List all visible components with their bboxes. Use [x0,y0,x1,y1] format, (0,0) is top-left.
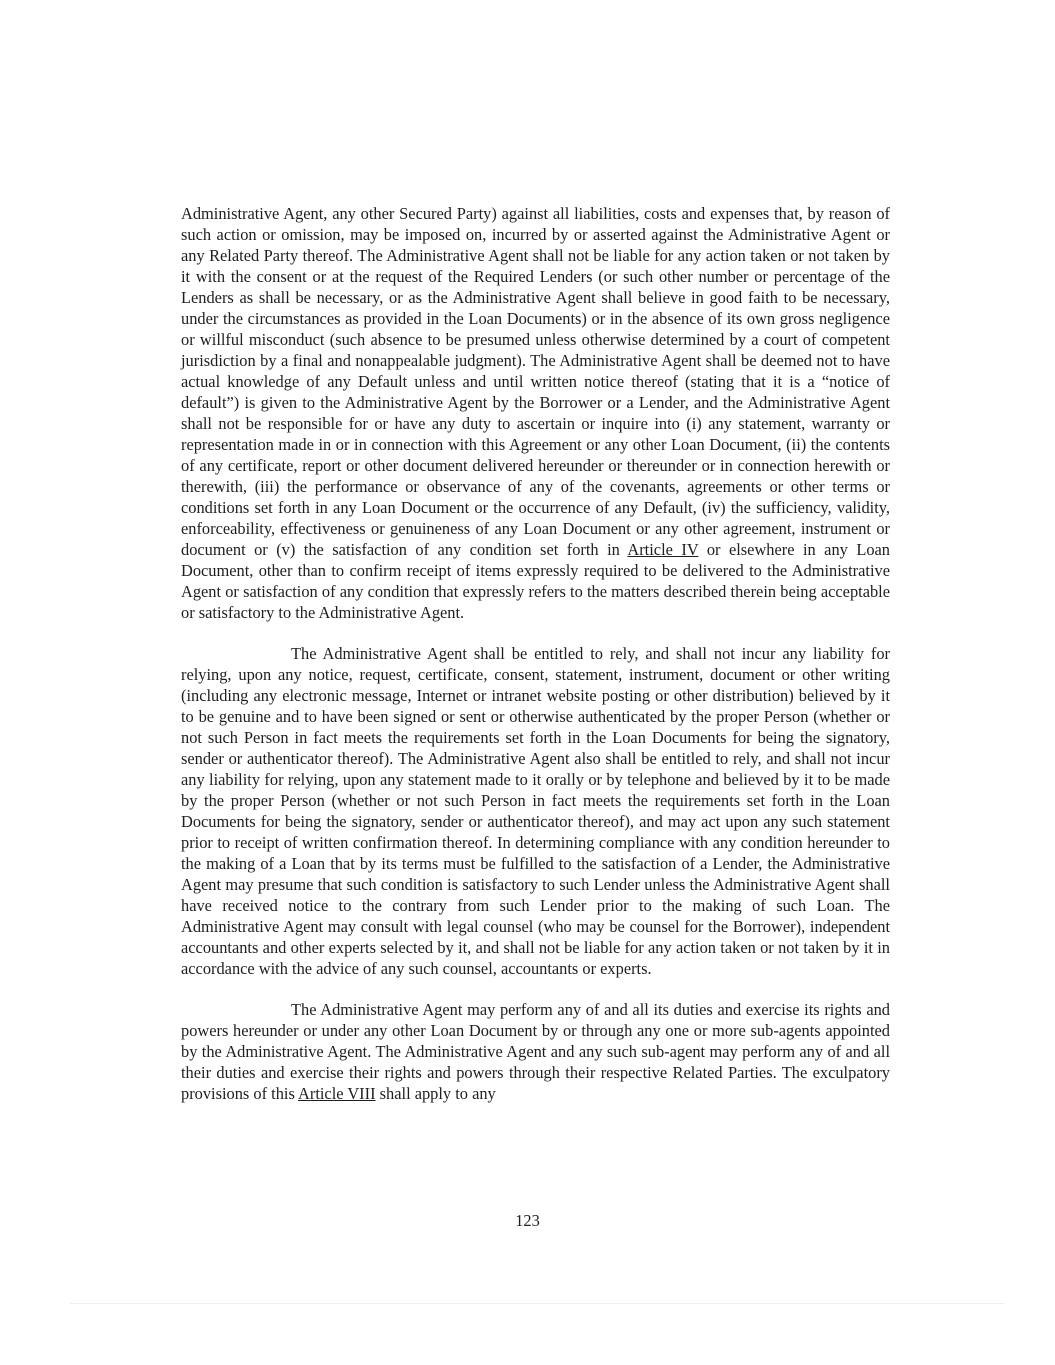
article-iv-reference: Article IV [627,540,699,559]
text-run: or elsewhere in any Loan Document, other than to confirm receipt of items expressly required to be delivered to the Administrative Agent or satisfaction of any condition that expressly refers to the matters described therein being acceptable or satisfactory to the Administrative Agent. [181,540,890,622]
paragraph-liability-and-notice [181,203,890,623]
body-text [181,203,890,1104]
text-run: The Administrative Agent may perform any of and all its duties and exercise its rights and powers hereunder or under any other Loan Document by or through any one or more sub-agents appointed by the Administrative Agent. The Administrative Agent and any such sub-agent may perform any of and all their duties and exercise their rights and powers through their respective Related Parties. The exculpatory provisions of this [181,1000,890,1103]
page-bottom-divider [70,1303,1005,1304]
paragraph-sub-agents [181,999,890,1104]
page-number: 123 [515,1211,540,1230]
text-run: Administrative Agent, any other Secured Party) against all liabilities, costs and expenses that, by reason of such action or omission, may be imposed on, incurred by or asserted against the Administrative Agent or any Related Party thereof. The Administrative Agent shall not be liable for any action taken or not taken by it with the consent or at the request of the Required Lenders (or such other number or percentage of the Lenders as shall be necessary, or as the Administrative Agent shall believe in good faith to be necessary, under the circumstances as provided in the Loan Documents) or in the absence of its own gross negligence or willful misconduct (such absence to be presumed unless otherwise determined by a court of competent jurisdiction by a final and nonappealable judgment). The Administrative Agent shall be deemed not to have actual knowledge of any Default unless and until written notice thereof (stating that it is a “notice of default”) is given to the Administrative Agent by the Borrower or a Lender, and the Administrative Agent shall not be responsible for or have any duty to ascertain or inquire into (i) any statement, warranty or representation made in or in connection with this Agreement or any other Loan Document, (ii) the contents of any certificate, report or other document delivered hereunder or thereunder or in connection herewith or therewith, (iii) the performance or observance of any of the covenants, agreements or other terms or conditions set forth in any Loan Document or the occurrence of any Default, (iv) the sufficiency, validity, enforceability, effectiveness or genuineness of any Loan Document or any other agreement, instrument or document or (v) the satisfaction of any condition set forth in [181,204,890,559]
paragraph-reliance: The Administrative Agent shall be entitled to rely, and shall not incur any liability for relying, upon any notice, request, certificate, consent, statement, instrument, document or other writing (including any electronic message, Internet or intranet website posting or other distribution) believed by it to be genuine and to have been signed or sent or otherwise authenticated by the proper Person (whether or not such Person in fact meets the requirements set forth in the Loan Documents for being the signatory, sender or authenticator thereof). The Administrative Agent also shall be entitled to rely, and shall not incur any liability for relying, upon any statement made to it orally or by telephone and believed by it to be made by the proper Person (whether or not such Person in fact meets the requirements set forth in the Loan Documents for being the signatory, sender or authenticator thereof), and may act upon any such statement prior to receipt of written confirmation thereof. In determining compliance with any condition hereunder to the making of a Loan that by its terms must be fulfilled to the satisfaction of a Lender, the Administrative Agent may presume that such condition is satisfactory to such Lender unless the Administrative Agent shall have received notice to the contrary from such Lender prior to the making of such Loan. The Administrative Agent may consult with legal counsel (who may be counsel for the Borrower), independent accountants and other experts selected by it, and shall not be liable for any action taken or not taken by it in accordance with the advice of any such counsel, accountants or experts. [181,644,890,978]
text-run: shall apply to any [375,1084,496,1103]
article-viii-reference: Article VIII [298,1084,376,1103]
